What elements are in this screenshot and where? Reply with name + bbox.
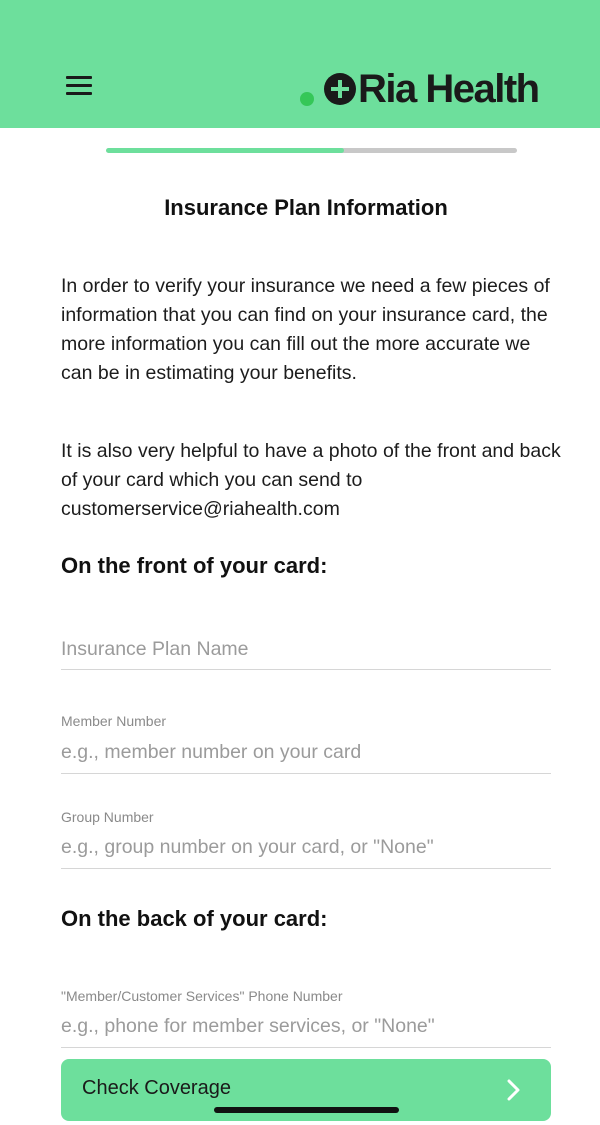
insurance-plan-name-input[interactable]	[61, 636, 551, 662]
hamburger-menu-icon[interactable]	[66, 74, 94, 98]
photo-note: It is also very helpful to have a photo of the front and back of your card which you can send to	[61, 440, 561, 491]
group-number-input[interactable]	[61, 834, 551, 860]
group-number-label: Group Number	[61, 809, 154, 825]
brand-name: Ria Health	[358, 66, 539, 111]
intro-text: In order to verify your insurance we need a few pieces of information that you can find on your insurance card, the more information you can fill out the more accurate we can be in estimating your benefits.	[61, 275, 550, 384]
logo-plus-icon	[324, 73, 356, 105]
brand-logo[interactable]	[300, 64, 539, 114]
page-title: Insurance Plan Information	[164, 195, 448, 220]
member-number-field	[61, 710, 551, 774]
group-number-field	[61, 806, 551, 869]
progress-bar-fill	[106, 148, 344, 153]
member-services-phone-field	[61, 985, 551, 1048]
support-email: customerservice@riahealth.com	[61, 498, 340, 520]
back-of-card-heading: On the back of your card:	[61, 906, 328, 931]
check-coverage-label: Check Coverage	[82, 1077, 231, 1099]
photo-note-text	[61, 437, 561, 524]
member-services-phone-input[interactable]	[61, 1013, 551, 1039]
member-number-input[interactable]	[61, 739, 551, 765]
front-of-card-heading: On the front of your card:	[61, 553, 328, 578]
logo-dot-icon	[300, 92, 314, 106]
home-indicator[interactable]	[214, 1107, 399, 1113]
insurance-plan-name-field	[61, 630, 551, 670]
app-header	[0, 0, 600, 128]
progress-bar	[106, 148, 517, 153]
chevron-right-icon	[501, 1078, 525, 1102]
member-services-phone-label: "Member/Customer Services" Phone Number	[61, 988, 343, 1004]
member-number-label: Member Number	[61, 713, 167, 729]
